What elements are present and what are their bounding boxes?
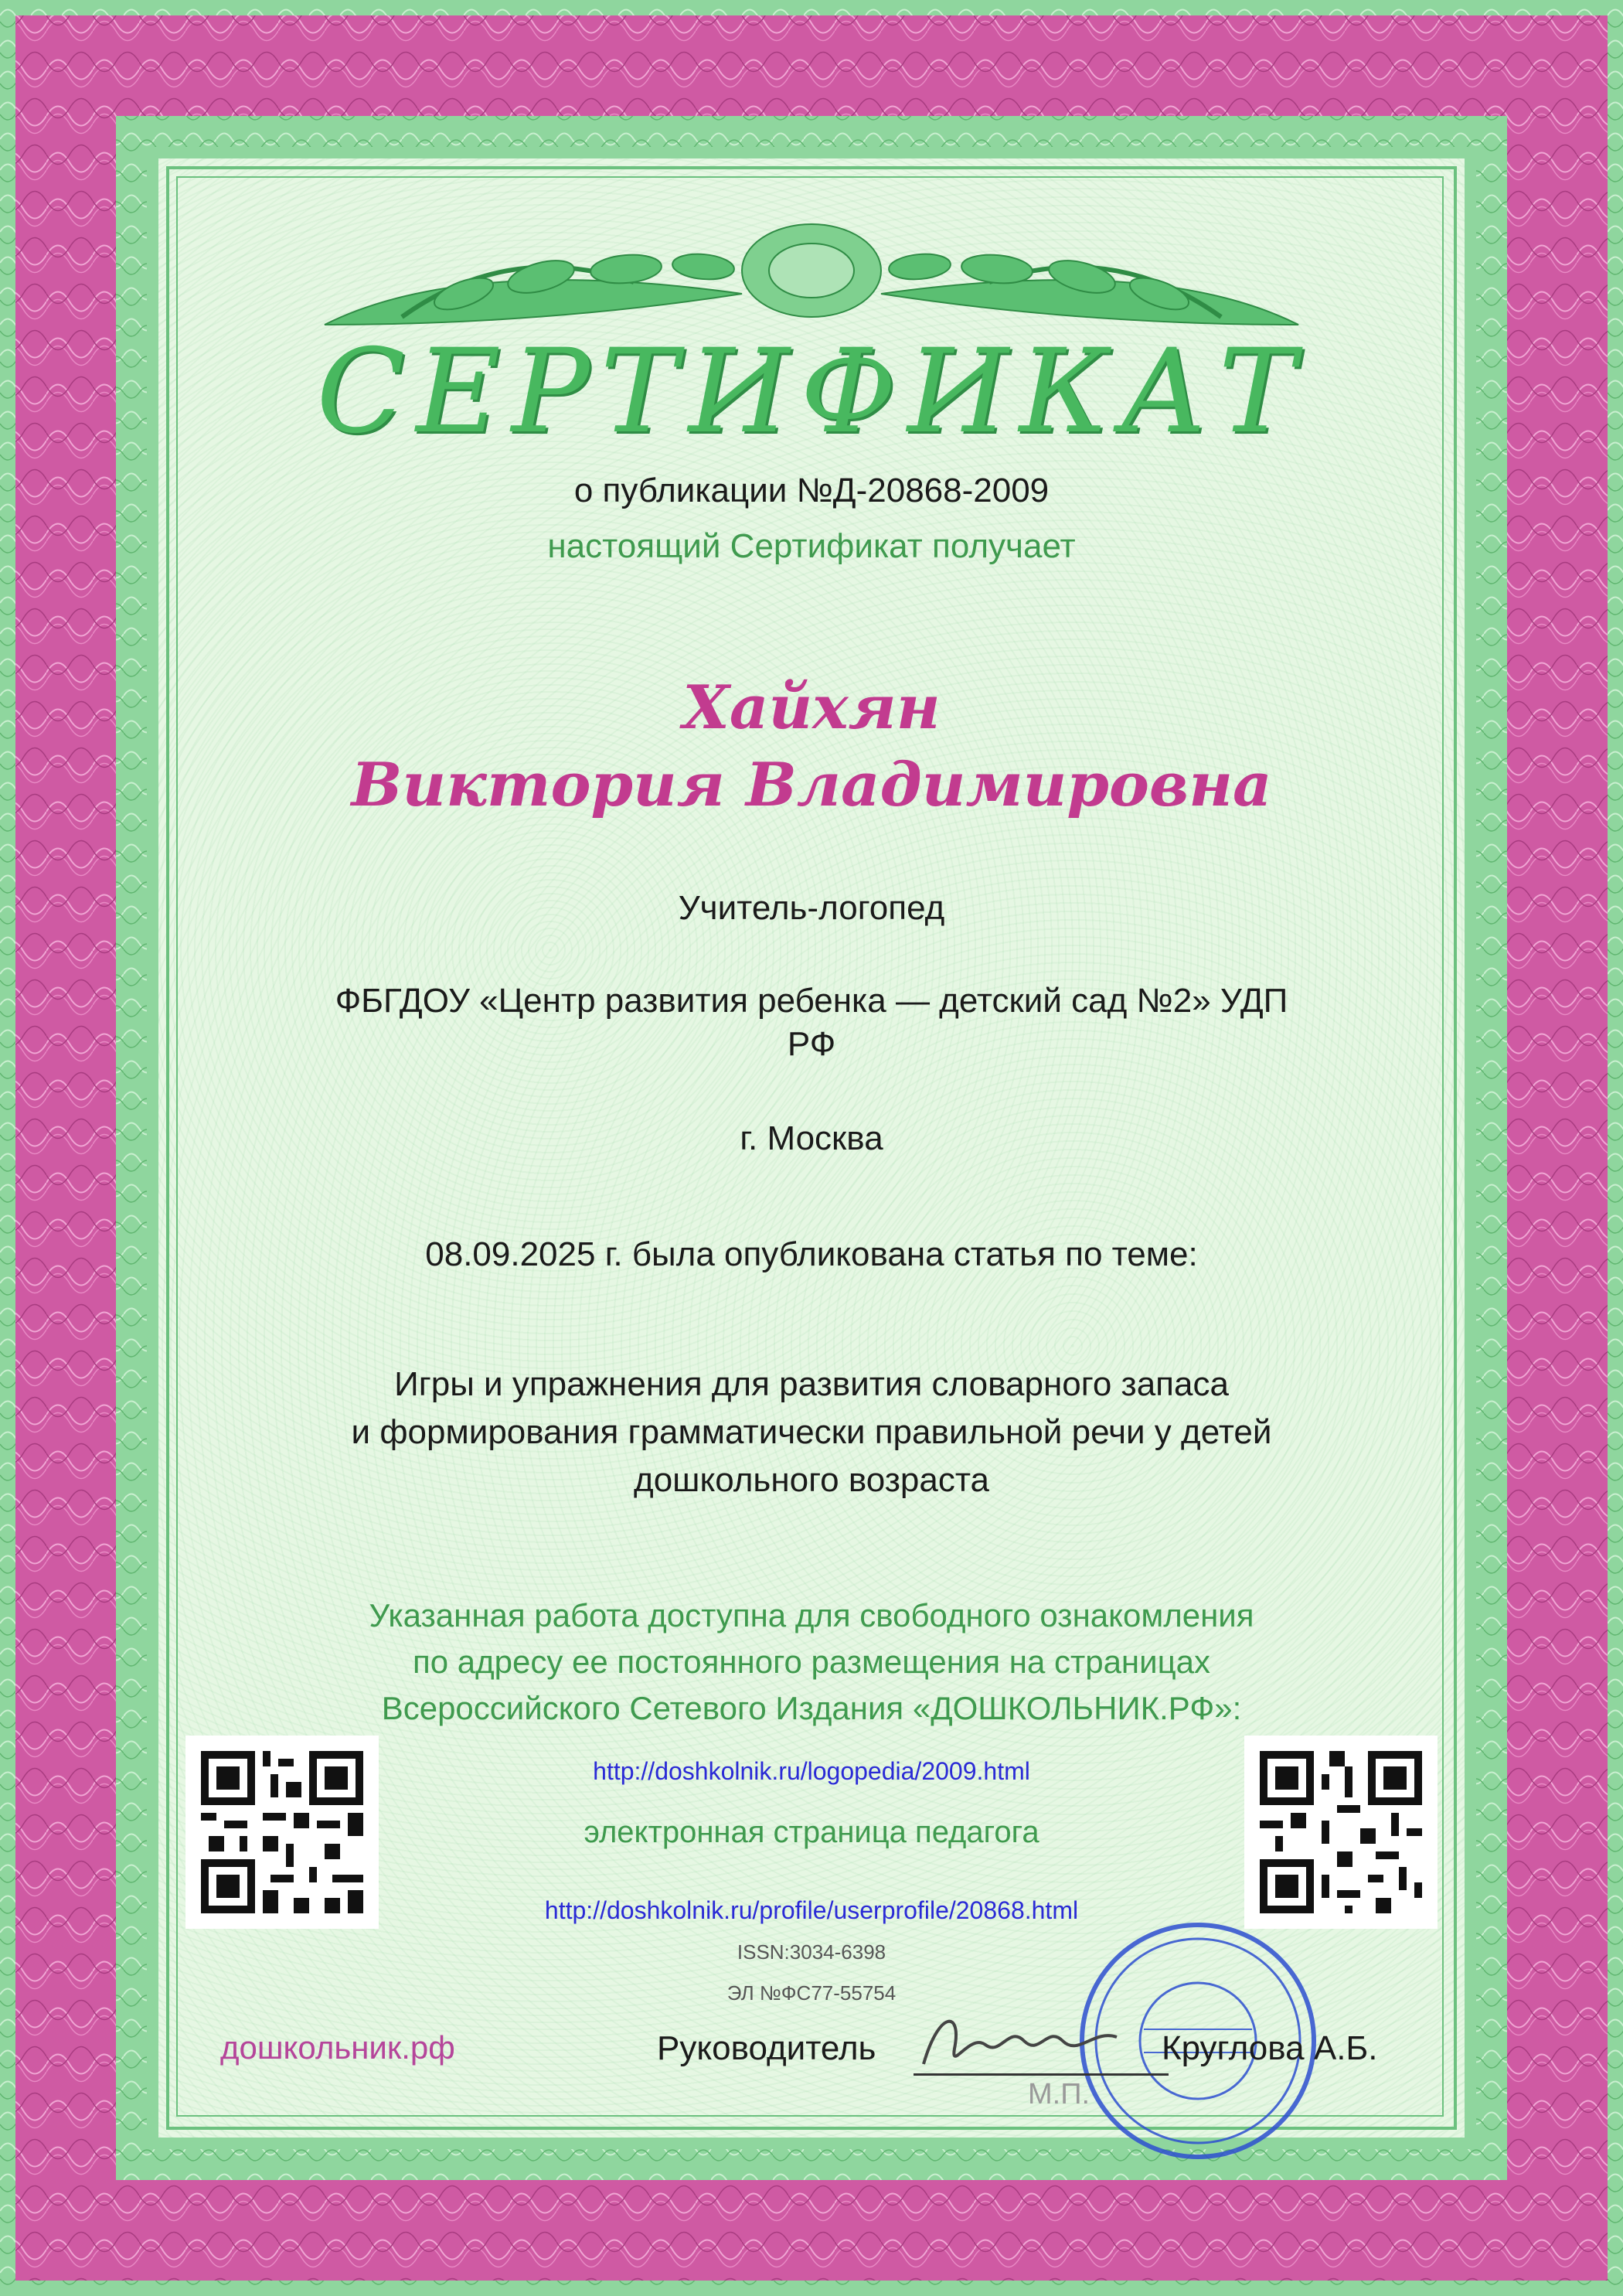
publication-number: о публикации №Д-20868-2009 (573, 472, 1050, 509)
article-topic (0, 1361, 1623, 1504)
qr-code-left (185, 1736, 379, 1929)
publish-statement: 08.09.2025 г. была опубликована статья по теме: (425, 1235, 1198, 1273)
qr-code-icon (185, 1736, 379, 1929)
availability-note (0, 1593, 1623, 1732)
topic-line: и формирования грамматически правильной речи у детей (351, 1413, 1272, 1451)
head-label: Руководитель (657, 2029, 876, 2067)
signature-line (914, 2073, 1169, 2076)
receives-line: настоящий Сертификат получает (547, 527, 1076, 565)
availability-line: Указанная работа доступна для свободного ознакомления (369, 1597, 1254, 1633)
qr-code-right (1244, 1736, 1438, 1929)
qr-code-icon (1244, 1736, 1438, 1929)
site-name: дошкольник.рф (220, 2029, 455, 2066)
organization-line-1: ФБГДОУ «Центр развития ребенка — детский сад №2» УДП (335, 982, 1288, 1020)
teacher-page-label: электронная страница педагога (584, 1815, 1039, 1849)
laurel-ornament (309, 209, 1314, 340)
recipient-position: Учитель-логопед (678, 889, 945, 927)
topic-line: Игры и упражнения для развития словарного запаса (394, 1365, 1229, 1403)
topic-line: дошкольного возраста (634, 1461, 989, 1499)
registration-number: ЭЛ №ФС77-55754 (726, 1981, 897, 2005)
recipient-given-names: Виктория Владимировна (351, 750, 1272, 820)
organization-line-2: РФ (787, 1025, 836, 1063)
availability-line: Всероссийского Сетевого Издания «ДОШКОЛЬНИК.РФ»: (381, 1690, 1242, 1726)
certificate-title: СЕРТИФИКАТ (316, 325, 1307, 459)
stamp-label: М.П. (1028, 2078, 1091, 2110)
availability-line: по адресу ее постоянного размещения на страницах (412, 1644, 1211, 1680)
city: г. Москва (740, 1119, 883, 1157)
head-name: Круглова А.Б. (1161, 2029, 1378, 2067)
head-signature-line (657, 2029, 1378, 2068)
article-url-link[interactable]: http://doshkolnik.ru/logopedia/2009.html (593, 1757, 1030, 1785)
issn: ISSN:3034-6398 (737, 1940, 886, 1964)
recipient-surname: Хайхян (682, 673, 941, 743)
profile-url-link[interactable]: http://doshkolnik.ru/profile/userprofile/20868.html (544, 1896, 1079, 1924)
